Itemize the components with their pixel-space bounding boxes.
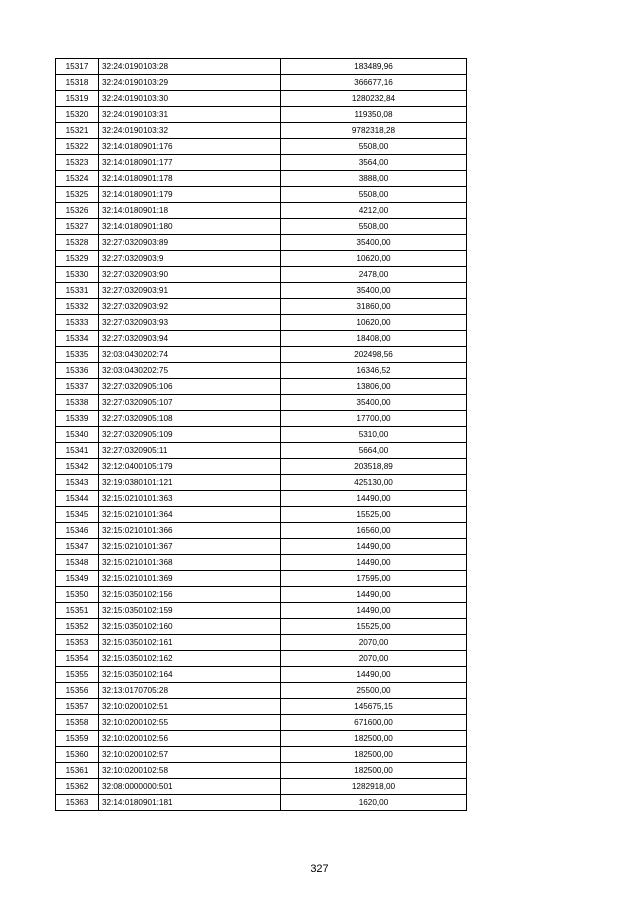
- row-number-cell: 15360: [56, 747, 99, 763]
- value-cell: 10620,00: [281, 315, 467, 331]
- cadastral-id-cell: 32:15:0350102:164: [99, 667, 281, 683]
- table-row: [56, 155, 467, 171]
- row-number-cell: 15359: [56, 731, 99, 747]
- value-cell: 5508,00: [281, 187, 467, 203]
- table-row: [56, 635, 467, 651]
- cadastral-id-cell: 32:10:0200102:57: [99, 747, 281, 763]
- value-cell: 9782318,28: [281, 123, 467, 139]
- table-row: [56, 347, 467, 363]
- table-row: [56, 235, 467, 251]
- table-row: [56, 139, 467, 155]
- row-number-cell: 15352: [56, 619, 99, 635]
- value-cell: 3564,00: [281, 155, 467, 171]
- table-row: [56, 715, 467, 731]
- table-row: [56, 91, 467, 107]
- value-cell: 17595,00: [281, 571, 467, 587]
- cadastral-id-cell: 32:15:0210101:368: [99, 555, 281, 571]
- value-cell: 15525,00: [281, 619, 467, 635]
- table-row: [56, 331, 467, 347]
- row-number-cell: 15331: [56, 283, 99, 299]
- value-cell: 5508,00: [281, 219, 467, 235]
- row-number-cell: 15340: [56, 427, 99, 443]
- table-row: [56, 203, 467, 219]
- cadastral-id-cell: 32:27:0320905:11: [99, 443, 281, 459]
- cadastral-id-cell: 32:14:0180901:176: [99, 139, 281, 155]
- row-number-cell: 15325: [56, 187, 99, 203]
- value-cell: 145675,15: [281, 699, 467, 715]
- table-row: [56, 443, 467, 459]
- value-cell: 15525,00: [281, 507, 467, 523]
- row-number-cell: 15322: [56, 139, 99, 155]
- cadastral-id-cell: 32:15:0350102:161: [99, 635, 281, 651]
- cadastral-id-cell: 32:27:0320903:94: [99, 331, 281, 347]
- cadastral-id-cell: 32:12:0400105:179: [99, 459, 281, 475]
- row-number-cell: 15358: [56, 715, 99, 731]
- table-row: [56, 219, 467, 235]
- table-row: [56, 187, 467, 203]
- row-number-cell: 15337: [56, 379, 99, 395]
- table-row: [56, 315, 467, 331]
- row-number-cell: 15349: [56, 571, 99, 587]
- cadastral-id-cell: 32:19:0380101:121: [99, 475, 281, 491]
- table-row: [56, 283, 467, 299]
- cadastral-id-cell: 32:24:0190103:28: [99, 59, 281, 75]
- table-row: [56, 763, 467, 779]
- cadastral-id-cell: 32:14:0180901:180: [99, 219, 281, 235]
- row-number-cell: 15362: [56, 779, 99, 795]
- row-number-cell: 15363: [56, 795, 99, 811]
- table-row: [56, 571, 467, 587]
- table-row: [56, 795, 467, 811]
- row-number-cell: 15330: [56, 267, 99, 283]
- row-number-cell: 15346: [56, 523, 99, 539]
- cadastral-id-cell: 32:27:0320903:93: [99, 315, 281, 331]
- cadastral-id-cell: 32:15:0350102:162: [99, 651, 281, 667]
- table-row: [56, 651, 467, 667]
- row-number-cell: 15317: [56, 59, 99, 75]
- row-number-cell: 15336: [56, 363, 99, 379]
- cadastral-id-cell: 32:27:0320905:108: [99, 411, 281, 427]
- cadastral-id-cell: 32:15:0210101:363: [99, 491, 281, 507]
- table-row: [56, 363, 467, 379]
- value-cell: 2070,00: [281, 651, 467, 667]
- row-number-cell: 15329: [56, 251, 99, 267]
- value-cell: 14490,00: [281, 587, 467, 603]
- cadastral-id-cell: 32:27:0320905:109: [99, 427, 281, 443]
- row-number-cell: 15318: [56, 75, 99, 91]
- row-number-cell: 15324: [56, 171, 99, 187]
- table-row: [56, 603, 467, 619]
- value-cell: 202498,56: [281, 347, 467, 363]
- row-number-cell: 15328: [56, 235, 99, 251]
- table-row: [56, 267, 467, 283]
- row-number-cell: 15348: [56, 555, 99, 571]
- row-number-cell: 15342: [56, 459, 99, 475]
- value-cell: 3888,00: [281, 171, 467, 187]
- cadastral-id-cell: 32:15:0350102:160: [99, 619, 281, 635]
- value-cell: 14490,00: [281, 491, 467, 507]
- value-cell: 203518,89: [281, 459, 467, 475]
- value-cell: 182500,00: [281, 747, 467, 763]
- value-cell: 1280232,84: [281, 91, 467, 107]
- row-number-cell: 15335: [56, 347, 99, 363]
- value-cell: 183489,96: [281, 59, 467, 75]
- row-number-cell: 15347: [56, 539, 99, 555]
- row-number-cell: 15361: [56, 763, 99, 779]
- value-cell: 10620,00: [281, 251, 467, 267]
- value-cell: 182500,00: [281, 763, 467, 779]
- cadastral-id-cell: 32:10:0200102:55: [99, 715, 281, 731]
- cadastral-id-cell: 32:27:0320903:92: [99, 299, 281, 315]
- value-cell: 1620,00: [281, 795, 467, 811]
- value-cell: 35400,00: [281, 283, 467, 299]
- table-row: [56, 667, 467, 683]
- table-body: [56, 59, 467, 811]
- row-number-cell: 15343: [56, 475, 99, 491]
- value-cell: 4212,00: [281, 203, 467, 219]
- value-cell: 2478,00: [281, 267, 467, 283]
- table-row: [56, 507, 467, 523]
- cadastral-id-cell: 32:15:0210101:366: [99, 523, 281, 539]
- cadastral-id-cell: 32:15:0210101:369: [99, 571, 281, 587]
- value-cell: 1282918,00: [281, 779, 467, 795]
- value-cell: 5508,00: [281, 139, 467, 155]
- row-number-cell: 15357: [56, 699, 99, 715]
- row-number-cell: 15355: [56, 667, 99, 683]
- row-number-cell: 15350: [56, 587, 99, 603]
- cadastral-id-cell: 32:27:0320903:90: [99, 267, 281, 283]
- table-row: [56, 779, 467, 795]
- table-row: [56, 699, 467, 715]
- value-cell: 17700,00: [281, 411, 467, 427]
- table-row: [56, 619, 467, 635]
- cadastral-id-cell: 32:08:0000000:501: [99, 779, 281, 795]
- value-cell: 14490,00: [281, 539, 467, 555]
- value-cell: 119350,08: [281, 107, 467, 123]
- cadastral-id-cell: 32:27:0320905:106: [99, 379, 281, 395]
- value-cell: 425130,00: [281, 475, 467, 491]
- row-number-cell: 15323: [56, 155, 99, 171]
- table-row: [56, 251, 467, 267]
- table-row: [56, 475, 467, 491]
- cadastral-id-cell: 32:14:0180901:18: [99, 203, 281, 219]
- table-row: [56, 123, 467, 139]
- row-number-cell: 15339: [56, 411, 99, 427]
- table-row: [56, 459, 467, 475]
- value-cell: 25500,00: [281, 683, 467, 699]
- cadastral-id-cell: 32:15:0210101:367: [99, 539, 281, 555]
- value-cell: 5664,00: [281, 443, 467, 459]
- table-row: [56, 299, 467, 315]
- cadastral-id-cell: 32:24:0190103:29: [99, 75, 281, 91]
- table-row: [56, 59, 467, 75]
- cadastral-id-cell: 32:15:0350102:156: [99, 587, 281, 603]
- table-row: [56, 395, 467, 411]
- table-row: [56, 683, 467, 699]
- table-row: [56, 171, 467, 187]
- table-row: [56, 491, 467, 507]
- value-cell: 16346,52: [281, 363, 467, 379]
- cadastral-id-cell: 32:15:0210101:364: [99, 507, 281, 523]
- table-row: [56, 747, 467, 763]
- table-row: [56, 411, 467, 427]
- value-cell: 16560,00: [281, 523, 467, 539]
- value-cell: 366677,16: [281, 75, 467, 91]
- value-cell: 14490,00: [281, 603, 467, 619]
- cadastral-id-cell: 32:10:0200102:56: [99, 731, 281, 747]
- cadastral-id-cell: 32:24:0190103:30: [99, 91, 281, 107]
- value-cell: 2070,00: [281, 635, 467, 651]
- value-cell: 13806,00: [281, 379, 467, 395]
- value-cell: 14490,00: [281, 667, 467, 683]
- cadastral-id-cell: 32:03:0430202:75: [99, 363, 281, 379]
- table-row: [56, 587, 467, 603]
- cadastral-id-cell: 32:10:0200102:51: [99, 699, 281, 715]
- row-number-cell: 15353: [56, 635, 99, 651]
- value-cell: 182500,00: [281, 731, 467, 747]
- row-number-cell: 15338: [56, 395, 99, 411]
- value-cell: 31860,00: [281, 299, 467, 315]
- value-cell: 5310,00: [281, 427, 467, 443]
- row-number-cell: 15326: [56, 203, 99, 219]
- table-row: [56, 523, 467, 539]
- table-row: [56, 107, 467, 123]
- row-number-cell: 15354: [56, 651, 99, 667]
- page-number: 327: [310, 863, 329, 875]
- row-number-cell: 15341: [56, 443, 99, 459]
- value-cell: 35400,00: [281, 395, 467, 411]
- cadastral-id-cell: 32:03:0430202:74: [99, 347, 281, 363]
- value-cell: 14490,00: [281, 555, 467, 571]
- row-number-cell: 15319: [56, 91, 99, 107]
- cadastral-id-cell: 32:24:0190103:32: [99, 123, 281, 139]
- row-number-cell: 15327: [56, 219, 99, 235]
- cadastral-id-cell: 32:27:0320905:107: [99, 395, 281, 411]
- data-table: [55, 58, 467, 811]
- cadastral-id-cell: 32:10:0200102:58: [99, 763, 281, 779]
- cadastral-id-cell: 32:27:0320903:9: [99, 251, 281, 267]
- cadastral-id-cell: 32:14:0180901:179: [99, 187, 281, 203]
- cadastral-id-cell: 32:14:0180901:178: [99, 171, 281, 187]
- row-number-cell: 15351: [56, 603, 99, 619]
- table-row: [56, 75, 467, 91]
- row-number-cell: 15321: [56, 123, 99, 139]
- value-cell: 671600,00: [281, 715, 467, 731]
- table-row: [56, 427, 467, 443]
- row-number-cell: 15320: [56, 107, 99, 123]
- table-row: [56, 555, 467, 571]
- cadastral-id-cell: 32:27:0320903:89: [99, 235, 281, 251]
- cadastral-id-cell: 32:13:0170705:28: [99, 683, 281, 699]
- row-number-cell: 15332: [56, 299, 99, 315]
- cadastral-id-cell: 32:27:0320903:91: [99, 283, 281, 299]
- row-number-cell: 15345: [56, 507, 99, 523]
- cadastral-id-cell: 32:14:0180901:177: [99, 155, 281, 171]
- row-number-cell: 15344: [56, 491, 99, 507]
- row-number-cell: 15333: [56, 315, 99, 331]
- cadastral-id-cell: 32:24:0190103:31: [99, 107, 281, 123]
- cadastral-id-cell: 32:15:0350102:159: [99, 603, 281, 619]
- value-cell: 35400,00: [281, 235, 467, 251]
- row-number-cell: 15334: [56, 331, 99, 347]
- table-row: [56, 731, 467, 747]
- cadastral-id-cell: 32:14:0180901:181: [99, 795, 281, 811]
- table-row: [56, 539, 467, 555]
- row-number-cell: 15356: [56, 683, 99, 699]
- value-cell: 18408,00: [281, 331, 467, 347]
- table-row: [56, 379, 467, 395]
